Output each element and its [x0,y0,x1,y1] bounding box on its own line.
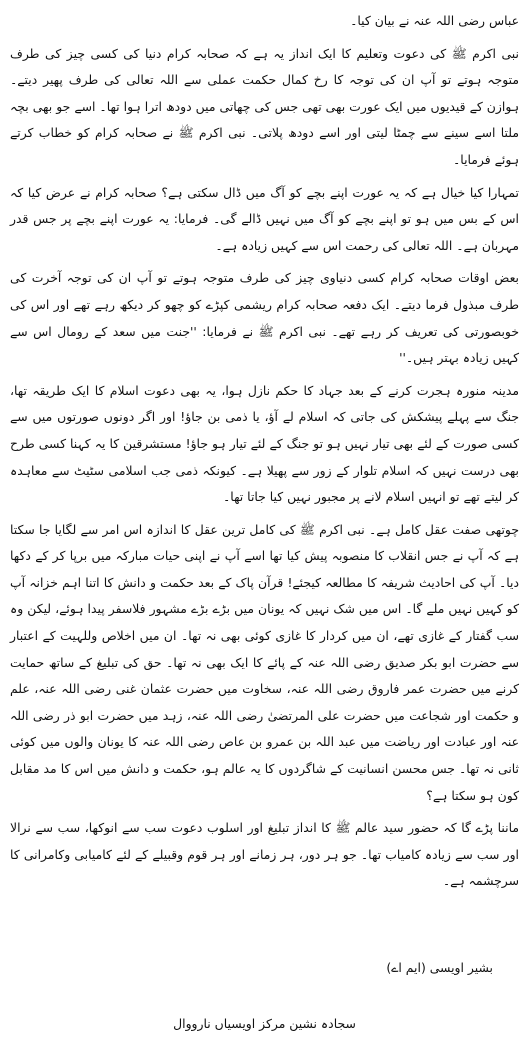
author-affiliation: سجادہ نشین مرکز اویسیاں نارووال [173,1016,356,1031]
paragraph-4: بعض اوقات صحابہ کرام کسی دنیاوی چیز کی طرف متوجہ ہوتے تو آپ ان کی توجہ آخرت کی طرف مبذول فرما دیتے۔ ایک دفعہ صحابہ کرام ریشمی کپڑے کو چھو کر دیکھ رہے تھے اور اس کی خوبصورتی کی تعریف کر رہے تھے۔ نبی اکرم ﷺ نے فرمایا: ''جنت میں سعد کے رومال اس سے کہیں زیادہ بہتر ہیں۔'' [10,270,519,366]
paragraph-1: عباس رضی اللہ عنہ نے بیان کیا۔ [350,13,519,28]
paragraph-5: مدینہ منورہ ہجرت کرنے کے بعد جہاد کا حکم نازل ہوا، یہ بھی دعوت اسلام کا ایک طریقہ تھا، جنگ سے پہلے پیشکش کی جاتی کہ اسلام لے آؤ، یا ذمی بن جاؤ! اور اگر دونوں صورتوں میں سے کسی صورت کے لئے بھی تیار نہیں ہو تو جنگ کے لئے تیار ہو جاؤ! مستشرقین کا یہ کہنا کسی طرح بھی درست نہیں کہ اسلام تلوار کے زور سے پھیلا ہے۔ کیونکہ ذمی جب اسلامی سٹیٹ سے معاہدہ کر لیتے تھے تو انہیں اسلام لانے پر مجبور نہیں کیا جاتا تھا۔ [10,382,519,505]
article-body [10,8,519,895]
paragraph-7: ماننا پڑے گا کہ حضور سید عالم ﷺ کا انداز تبلیغ اور اسلوب دعوت سب سے انوکھا، سب سے نرالا اور سب سے زیادہ کامیاب تھا۔ جو ہر دور، ہر زمانے اور ہر قوم وقبیلے کے لئے کامیابی وکامرانی کا سرچشمہ ہے۔ [10,820,519,889]
paragraph-6: چوتھی صفت عقل کامل ہے۔ نبی اکرم ﷺ کی کامل ترین عقل کا اندازہ اس امر سے لگایا جا سکتا ہے کہ آپ نے جس انقلاب کا منصوبہ پیش کیا تھا اسے آپ نے اپنی حیات مبارکہ میں برپا کر کے دکھا دیا۔ آپ کی احادیث شریفہ کا مطالعہ کیجئے! قرآن پاک کے بعد حکمت و دانش کا اتنا اہم خزانہ آپ کو کہیں نہیں ملے گا۔ اس میں شک نہیں کہ یونان میں بڑے بڑے مشہور فلاسفر پیدا ہوئے، لیکن وہ سب گفتار کے غازی تھے، ان میں کردار کا غازی کوئی بھی نہ تھا۔ ان میں اخلاص وللہیت کے اعتبار سے حضرت ابو بکر صدیق رضی اللہ عنہ کے پائے کا ایک بھی نہ تھا۔ حق کی تبلیغ کے ساتھ حمایت کرنے میں حضرت عمر فاروق رضی اللہ عنہ، سخاوت میں حضرت عثمان غنی رضی اللہ عنہ، علم و حکمت اور شجاعت میں حضرت علی المرتضیٰ رضی اللہ عنہ، زہد میں حضرت ابو ذر رضی اللہ عنہ اور عبادت اور ریاضت میں عبد اللہ بن عمرو بن عاص رضی اللہ عنہ کا یونان والوں میں کوئی ثانی نہ تھا۔ جس محسن انسانیت کے شاگردوں کا یہ عالم ہو، حکمت و دانش میں اس کا مد مقابل کون ہو سکتا ہے؟ [10,521,519,803]
paragraph-2: نبی اکرم ﷺ کی دعوت وتعلیم کا ایک انداز یہ ہے کہ صحابہ کرام دنیا کی کسی چیز کی طرف متوجہ ہوتے تو آپ ان کی توجہ کا رخ کمال حکمت عملی سے اللہ تعالی کی طرف پھیر دیتے۔ ہوازن کے قیدیوں میں ایک عورت بھی تھی جس کی چھاتی میں دودھ اترا ہوا تھا۔ اسے جو بھی بچہ ملتا اسے سینے سے چمٹا لیتی اور اسے دودھ پلاتی۔ نبی اکرم ﷺ نے صحابہ کرام کو خطاب کرتے ہوئے فرمایا۔ [10,45,519,167]
paragraph-3: تمہارا کیا خیال ہے کہ یہ عورت اپنے بچے کو آگ میں ڈال سکتی ہے؟ صحابہ کرام نے عرض کیا کہ اس کے بس میں ہو تو اپنے بچے کو آگ میں نہیں ڈالے گی۔ فرمایا: یہ عورت اپنے بچے پر جس قدر مہربان ہے۔ اللہ تعالی کی رحمت اس سے کہیں زیادہ ہے۔ [10,184,519,253]
author-signature: بشیر اویسی (ایم اے) [386,960,493,975]
